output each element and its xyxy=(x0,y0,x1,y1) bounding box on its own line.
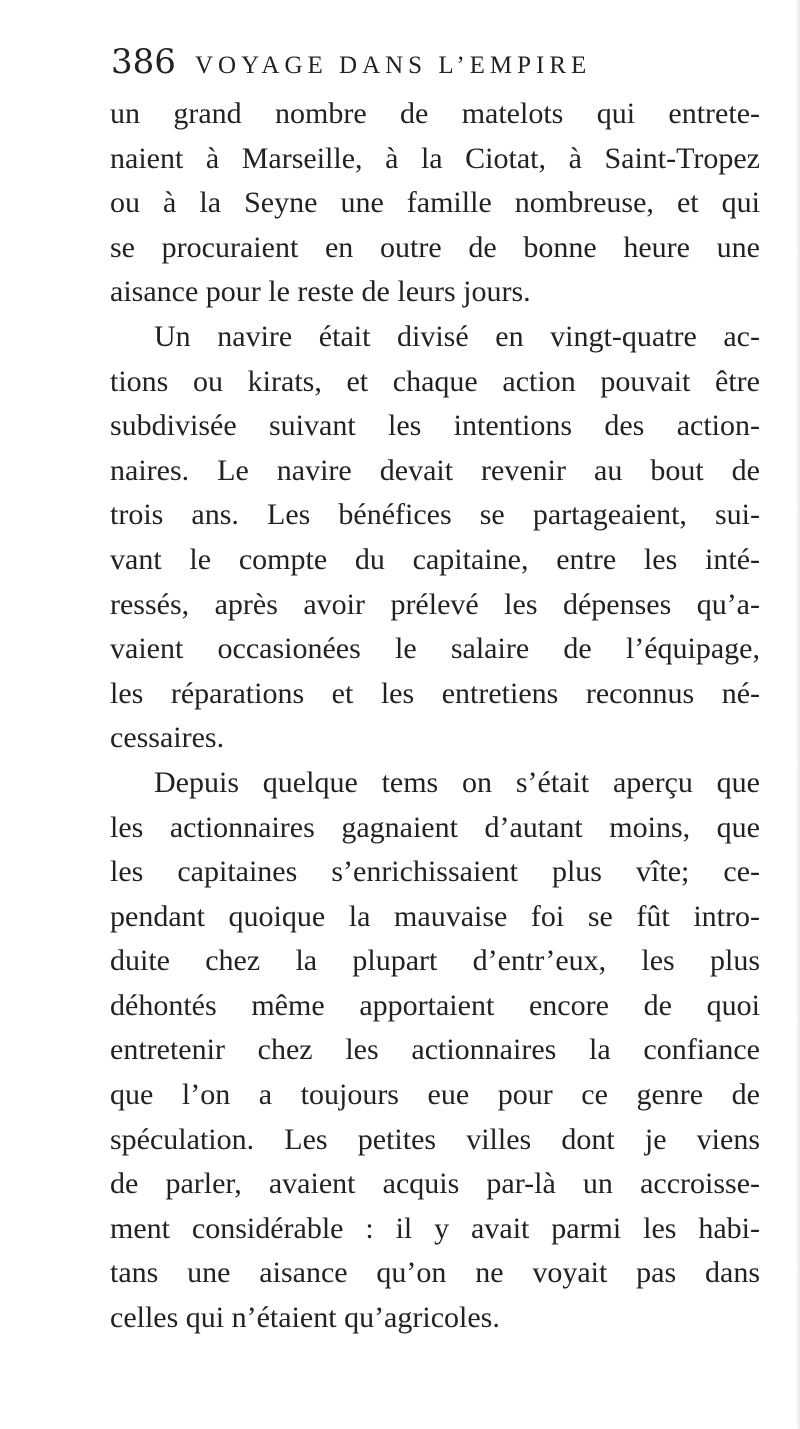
text-line: Depuis quelque tems on s’était aperçu que xyxy=(154,765,760,799)
text-line: les réparations et les entretiens reconnus né- xyxy=(110,676,760,710)
text-line: déhontés même apportaient encore de quoi xyxy=(110,988,760,1022)
text-line: ment considérable : il y avait parmi les habi- xyxy=(110,1211,760,1245)
text-line: trois ans. Les bénéfices se partageaient, sui- xyxy=(110,498,760,532)
text-line: entretenir chez les actionnaires la confiance xyxy=(110,1033,760,1067)
text-line: vaient occasionées le salaire de l’équipage, xyxy=(110,632,760,666)
text-line: aisance pour le reste de leurs jours. xyxy=(110,275,531,309)
text-line: tans une aisance qu’on ne voyait pas dans xyxy=(110,1256,760,1290)
text-line: ressés, après avoir prélevé les dépenses qu’a- xyxy=(110,587,760,621)
text-line: les actionnaires gagnaient d’autant moins, que xyxy=(110,810,760,844)
body-text xyxy=(110,92,760,1341)
text-line: se procuraient en outre de bonne heure une xyxy=(110,230,760,264)
text-line: vant le compte du capitaine, entre les inté- xyxy=(110,542,760,576)
text-line: subdivisée suivant les intentions des action- xyxy=(110,409,760,443)
text-line: ou à la Seyne une famille nombreuse, et qui xyxy=(110,186,760,220)
page-header xyxy=(111,42,751,92)
text-line: tions ou kirats, et chaque action pouvait être xyxy=(110,364,760,398)
text-line: Un navire était divisé en vingt-quatre ac- xyxy=(154,319,760,353)
text-line: naires. Le navire devait revenir au bout de xyxy=(110,453,760,487)
running-head: VOYAGE DANS L’EMPIRE xyxy=(195,52,592,79)
text-line: les capitaines s’enrichissaient plus vîte; ce- xyxy=(110,855,760,889)
page-edge xyxy=(796,0,800,1429)
text-line: un grand nombre de matelots qui entrete- xyxy=(110,97,760,130)
page-number: 386 xyxy=(111,42,176,82)
text-line: que l’on a toujours eue pour ce genre de xyxy=(110,1078,760,1112)
text-line: spéculation. Les petites villes dont je viens xyxy=(110,1122,760,1156)
text-line: cessaires. xyxy=(110,721,225,755)
text-line: naient à Marseille, à la Ciotat, à Saint-Tropez xyxy=(110,141,760,175)
text-line: celles qui n’étaient qu’agricoles. xyxy=(110,1301,500,1335)
text-line: pendant quoique la mauvaise foi se fût intro- xyxy=(110,899,760,933)
text-line: duite chez la plupart d’entr’eux, les plus xyxy=(110,944,760,978)
text-line: de parler, avaient acquis par-là un accroisse- xyxy=(110,1167,760,1201)
